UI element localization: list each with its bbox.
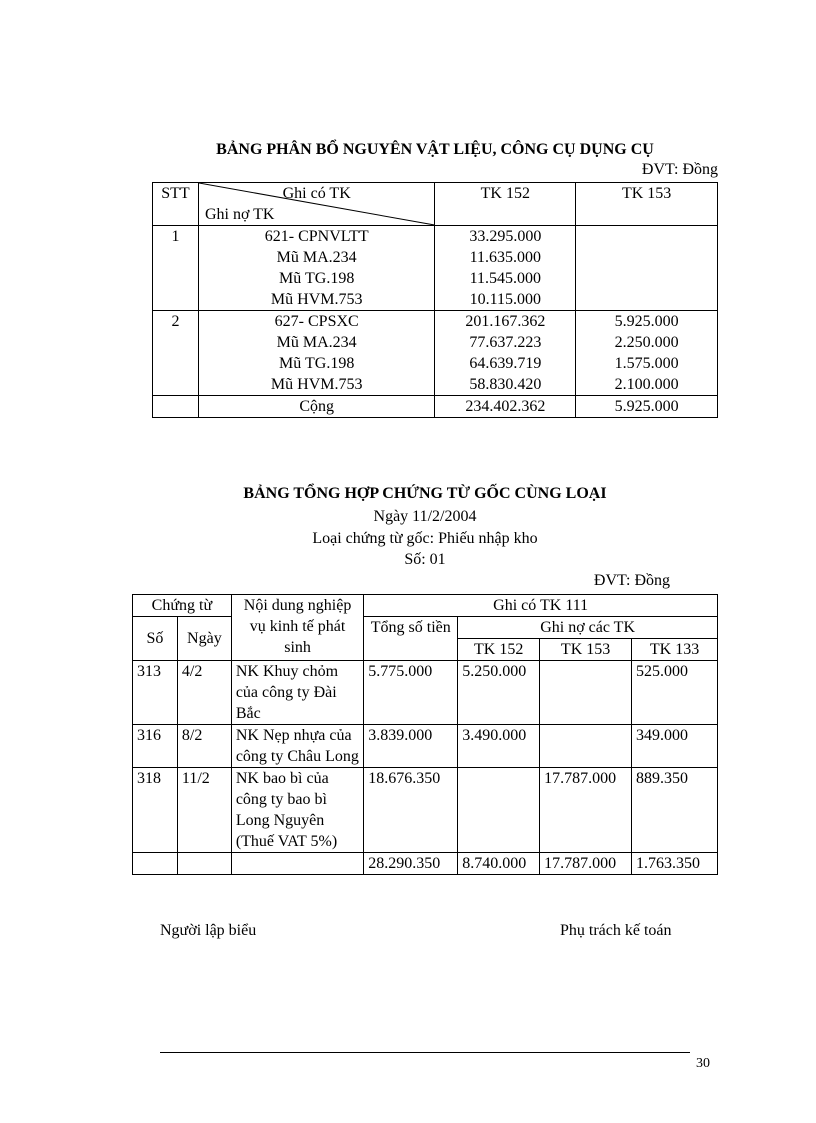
header-ghi-co: Ghi có TK [282,185,351,202]
table-header-row [133,595,718,617]
signature-chief-accountant: Phụ trách kế toán [560,922,672,939]
table-row [153,374,718,396]
so-cell: 313 [133,661,178,725]
account-cell: Mũ MA.234 [198,247,434,268]
table-row [153,289,718,311]
total-tk152: 8.740.000 [458,853,540,875]
footer-divider [160,1052,690,1053]
table-row [133,725,718,768]
header-so: Số [133,617,178,661]
header-ghi-no: Ghi nợ các TK [458,617,718,639]
header-tk133: TK 133 [632,639,718,661]
table-row [153,332,718,353]
header-tk153: TK 153 [540,639,632,661]
noi-dung-cell: NK bao bì của công ty bao bì Long Nguyên (Thuế VAT 5%) [231,768,363,853]
signature-preparer: Người lập biểu [160,922,257,939]
tk153-cell [540,661,632,725]
header-chung-tu: Chứng từ [133,595,232,617]
tk153-cell [576,247,718,268]
tk133-cell: 349.000 [632,725,718,768]
header-tk152: TK 152 [458,639,540,661]
total-noi-dung-cell [231,853,363,875]
tk153-cell [576,289,718,311]
tong-cell: 18.676.350 [364,768,458,853]
table-row [133,768,718,853]
table1-unit: ĐVT: Đồng [641,161,718,178]
account-cell: 627- CPSXC [198,311,434,333]
total-tk152: 234.402.362 [435,396,576,418]
header-tk152: TK 152 [435,183,576,226]
account-cell: Mũ MA.234 [198,332,434,353]
account-cell: Mũ TG.198 [198,268,434,289]
header-stt: STT [153,183,199,226]
tk152-cell: 201.167.362 [435,311,576,333]
total-row [153,396,718,418]
tk153-cell [576,268,718,289]
table-row [153,247,718,268]
table2-date: Ngày 11/2/2004 [373,508,477,525]
tk152-cell: 77.637.223 [435,332,576,353]
tong-cell: 3.839.000 [364,725,458,768]
ngay-cell: 4/2 [177,661,231,725]
tk153-cell: 2.250.000 [576,332,718,353]
so-cell: 318 [133,768,178,853]
table-row [153,226,718,248]
tk152-cell: 5.250.000 [458,661,540,725]
tk152-cell: 58.830.420 [435,374,576,396]
header-ghi-co: Ghi có TK 111 [364,595,718,617]
tk133-cell: 889.350 [632,768,718,853]
tk153-cell: 17.787.000 [540,768,632,853]
total-ngay-cell [177,853,231,875]
table2-type: Loại chứng từ gốc: Phiếu nhập kho [312,530,538,547]
table-row [153,353,718,374]
table-header-row [133,617,718,639]
table2-title: BẢNG TỔNG HỢP CHỨNG TỪ GỐC CÙNG LOẠI [243,485,607,502]
ngay-cell: 8/2 [177,725,231,768]
table1-title: BẢNG PHÂN BỔ NGUYÊN VẬT LIỆU, CÔNG CỤ DỤNG CỤ [216,141,654,158]
tk133-cell: 525.000 [632,661,718,725]
header-tk153: TK 153 [576,183,718,226]
table-header-row [153,183,718,226]
account-cell: Mũ TG.198 [198,353,434,374]
tk152-cell: 3.490.000 [458,725,540,768]
table2-unit: ĐVT: Đồng [593,572,670,589]
tk152-cell: 11.545.000 [435,268,576,289]
tk152-cell: 11.635.000 [435,247,576,268]
total-label: Cộng [198,396,434,418]
account-cell: 621- CPNVLTT [198,226,434,248]
tk152-cell: 33.295.000 [435,226,576,248]
voucher-summary-table [132,594,718,875]
page-number: 30 [696,1056,710,1071]
account-cell: Mũ HVM.753 [198,289,434,311]
header-noi-dung: Nội dung nghiệp vụ kinh tế phát sinh [231,595,363,661]
total-row [133,853,718,875]
table-row [153,268,718,289]
account-cell: Mũ HVM.753 [198,374,434,396]
tk153-cell: 2.100.000 [576,374,718,396]
tk153-cell [540,725,632,768]
header-diagonal-cell [198,183,434,226]
stt-cell: 2 [153,311,199,396]
tk152-cell [458,768,540,853]
total-tong: 28.290.350 [364,853,458,875]
table2-number: Số: 01 [404,551,446,568]
total-so-cell [133,853,178,875]
total-tk153: 17.787.000 [540,853,632,875]
ngay-cell: 11/2 [177,768,231,853]
tk152-cell: 10.115.000 [435,289,576,311]
total-tk153: 5.925.000 [576,396,718,418]
table-row [153,311,718,333]
total-stt-cell [153,396,199,418]
stt-cell: 1 [153,226,199,311]
table-row [133,661,718,725]
tk153-cell: 1.575.000 [576,353,718,374]
tk152-cell: 64.639.719 [435,353,576,374]
header-tong-so-tien: Tổng số tiền [364,617,458,661]
header-ghi-no: Ghi nợ TK [204,206,275,223]
total-tk133: 1.763.350 [632,853,718,875]
tong-cell: 5.775.000 [364,661,458,725]
noi-dung-cell: NK Nẹp nhựa của công ty Châu Long [231,725,363,768]
so-cell: 316 [133,725,178,768]
allocation-table [152,182,718,418]
noi-dung-cell: NK Khuy chỏm của công ty Đài Bắc [231,661,363,725]
header-ngay: Ngày [177,617,231,661]
tk153-cell: 5.925.000 [576,311,718,333]
tk153-cell [576,226,718,248]
